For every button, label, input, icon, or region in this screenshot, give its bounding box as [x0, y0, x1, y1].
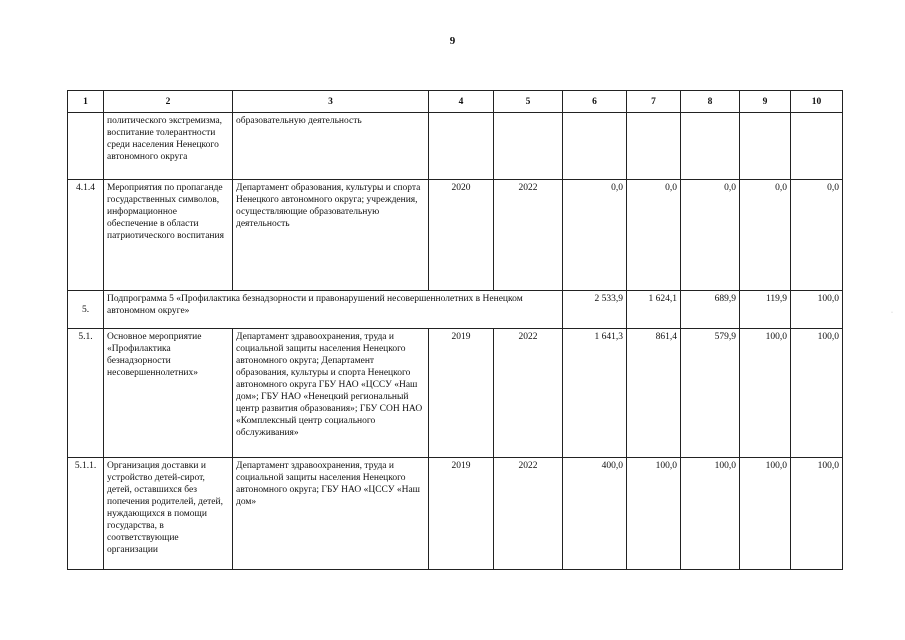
row-value-8: 579,9 [681, 329, 740, 458]
row-value-10 [791, 113, 843, 180]
column-header: 9 [740, 91, 791, 113]
column-number-row [68, 91, 843, 113]
row-executor: Департамент здравоохранения, труда и социальной защиты населения Ненецкого автономного округа; ГБУ НАО «ЦССУ «Наш дом» [233, 458, 429, 570]
row-executor: образовательную деятельность [233, 113, 429, 180]
row-value-7: 1 624,1 [627, 291, 681, 329]
table-row [68, 329, 843, 458]
row-value-7 [627, 113, 681, 180]
row-value-7: 861,4 [627, 329, 681, 458]
column-header: 1 [68, 91, 104, 113]
subprogram-row [68, 291, 843, 329]
row-value-10: 100,0 [791, 458, 843, 570]
column-header: 7 [627, 91, 681, 113]
page-number: 9 [449, 35, 456, 47]
table-row [68, 458, 843, 570]
column-header: 5 [494, 91, 563, 113]
row-name: Основное мероприятие «Профилактика безнадзорности несовершеннолетних» [104, 329, 233, 458]
row-code: 5.1. [68, 329, 104, 458]
row-value-8: 100,0 [681, 458, 740, 570]
program-table [67, 90, 843, 570]
row-code [68, 113, 104, 180]
row-year-start [429, 113, 494, 180]
row-value-8: 0,0 [681, 180, 740, 291]
row-value-10: 100,0 [791, 291, 843, 329]
row-value-8: 689,9 [681, 291, 740, 329]
table-row [68, 180, 843, 291]
row-year-start: 2019 [429, 329, 494, 458]
row-value-10: 100,0 [791, 329, 843, 458]
row-code: 4.1.4 [68, 180, 104, 291]
row-value-10: 0,0 [791, 180, 843, 291]
row-year-end [494, 113, 563, 180]
column-header: 6 [563, 91, 627, 113]
row-year-end: 2022 [494, 180, 563, 291]
row-year-start: 2019 [429, 458, 494, 570]
row-value-9: 0,0 [740, 180, 791, 291]
scan-speck: · [891, 310, 893, 316]
row-executor: Департамент здравоохранения, труда и социальной защиты населения Ненецкого автономного округа; Департамент образования, культуры и спорта Ненецкого автономного округа ГБУ НАО «ЦССУ «Наш дом»; ГБУ НАО «Ненецкий региональный центр развития образования»; ГБУ СОН НАО «Комплексный центр социального обслуживания» [233, 329, 429, 458]
column-header: 8 [681, 91, 740, 113]
row-value-6: 1 641,3 [563, 329, 627, 458]
row-year-start: 2020 [429, 180, 494, 291]
row-value-6 [563, 113, 627, 180]
row-value-6: 2 533,9 [563, 291, 627, 329]
row-value-9 [740, 113, 791, 180]
row-value-8 [681, 113, 740, 180]
row-value-6: 0,0 [563, 180, 627, 291]
row-name: политического экстремизма, воспитание толерантности среди населения Ненецкого автономного округа [104, 113, 233, 180]
row-value-7: 100,0 [627, 458, 681, 570]
row-value-7: 0,0 [627, 180, 681, 291]
column-header: 2 [104, 91, 233, 113]
row-code: 5. [68, 291, 104, 329]
column-header: 10 [791, 91, 843, 113]
row-year-end: 2022 [494, 458, 563, 570]
column-header: 3 [233, 91, 429, 113]
row-executor: Департамент образования, культуры и спорта Ненецкого автономного округа; учреждения, осуществляющие образовательную деятельность [233, 180, 429, 291]
row-value-9: 119,9 [740, 291, 791, 329]
table-row [68, 113, 843, 180]
row-value-9: 100,0 [740, 458, 791, 570]
row-value-6: 400,0 [563, 458, 627, 570]
column-header: 4 [429, 91, 494, 113]
row-code: 5.1.1. [68, 458, 104, 570]
subprogram-title: Подпрограмма 5 «Профилактика безнадзорности и правонарушений несовершеннолетних в Ненецком автономном округе» [104, 291, 563, 329]
row-year-end: 2022 [494, 329, 563, 458]
row-name: Мероприятия по пропаганде государственных символов, информационное обеспечение в области патриотического воспитания [104, 180, 233, 291]
row-value-9: 100,0 [740, 329, 791, 458]
row-name: Организация доставки и устройство детей-сирот, детей, оставшихся без попечения родителей, детей, нуждающихся в помощи государства, в соответствующие организации [104, 458, 233, 570]
